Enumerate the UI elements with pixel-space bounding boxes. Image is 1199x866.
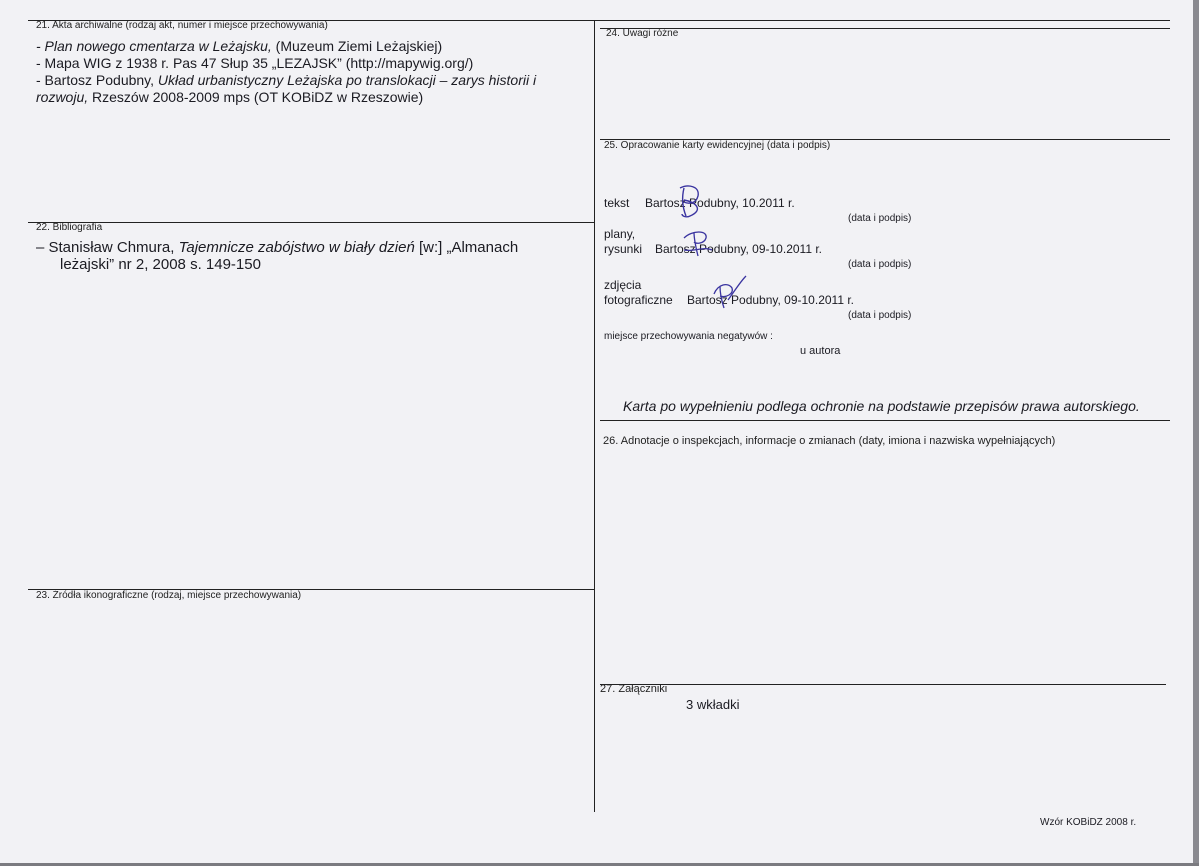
column-divider xyxy=(594,20,595,812)
section-22-line-1-pre: – Stanisław Chmura, xyxy=(36,239,179,256)
section-22-label: 22. Bibliografia xyxy=(36,222,103,233)
rysunki-value: Bartosz Podubny, 09-10.2011 r. xyxy=(655,242,822,256)
section-21-line-3 xyxy=(36,72,596,88)
rule-section-27 xyxy=(600,684,1166,685)
section-21-line-4-italic: rozwoju, xyxy=(36,89,89,105)
tekst-label: tekst xyxy=(604,196,630,210)
negatywy-label: miejsce przechowywania negatywów : xyxy=(604,331,773,342)
section-21-line-2: - Mapa WIG z 1938 r. Pas 47 Słup 35 „LEZAJSK” (http://mapywig.org/) xyxy=(36,55,474,71)
section-25-label: 25. Opracowanie karty ewidencyjnej (data i podpis) xyxy=(604,140,831,151)
section-23-label: 23. Źródła ikonograficzne (rodzaj, miejsce przechowywania) xyxy=(36,590,302,601)
section-22-line-2: leżajski” nr 2, 2008 s. 149-150 xyxy=(60,256,261,273)
tekst-value: Bartosz Podubny, 10.2011 r. xyxy=(645,196,795,210)
scan-edge-right xyxy=(1193,0,1199,866)
fotograficzne-value: Bartosz Podubny, 09-10.2011 r. xyxy=(687,293,854,307)
negatywy-value: u autora xyxy=(800,345,841,357)
rule-section-26 xyxy=(600,420,1170,421)
fotograficzne-label: fotograficzne xyxy=(604,293,673,307)
section-21-line-4-rest: Rzeszów 2008-2009 mps (OT KOBiDZ w Rzeszowie) xyxy=(88,89,424,105)
section-21-label: 21. Akta archiwalne (rodzaj akt, numer i miejsce przechowywania) xyxy=(36,20,328,31)
tekst-data-podpis: (data i podpis) xyxy=(848,213,912,224)
rule-section-22 xyxy=(28,222,594,223)
section-21-line-3-italic: Układ urbanistyczny Leżajska po translokacji – zarys historii i xyxy=(157,72,537,88)
section-26-label: 26. Adnotacje o inspekcjach, informacje o zmianach (daty, imiona i nazwiska wypełniających) xyxy=(603,435,1056,447)
rule-section-24 xyxy=(600,28,1170,29)
section-21-line-1 xyxy=(36,38,442,54)
rysunki-data-podpis: (data i podpis) xyxy=(848,259,912,270)
section-22-line-1 xyxy=(36,240,518,256)
fotograficzne-data-podpis: (data i podpis) xyxy=(848,310,912,321)
section-27-label: 27. Załączniki xyxy=(600,683,668,695)
copyright-notice: Karta po wypełnieniu podlega ochronie na podstawie przepisów prawa autorskiego. xyxy=(623,398,1140,414)
form-template-note: Wzór KOBiDZ 2008 r. xyxy=(1040,817,1137,828)
section-22-line-1-rest: [w:] „Almanach xyxy=(414,239,519,256)
zdjecia-label: zdjęcia xyxy=(604,278,642,292)
section-21-line-1-italic: - Plan nowego cmentarza w Leżajsku, xyxy=(36,38,272,54)
section-22-line-1-italic: Tajemnicze zabójstwo w biały dzień xyxy=(178,239,415,256)
plany-label: plany, xyxy=(604,227,636,241)
rysunki-label: rysunki xyxy=(604,242,643,256)
section-24-label: 24. Uwagi różne xyxy=(606,28,679,39)
section-21-line-1-rest: (Muzeum Ziemi Leżajskiej) xyxy=(271,38,443,54)
section-21-line-4 xyxy=(36,89,423,105)
section-27-value: 3 wkładki xyxy=(686,697,740,712)
section-21-line-3-pre: - Bartosz Podubny, xyxy=(36,72,158,88)
